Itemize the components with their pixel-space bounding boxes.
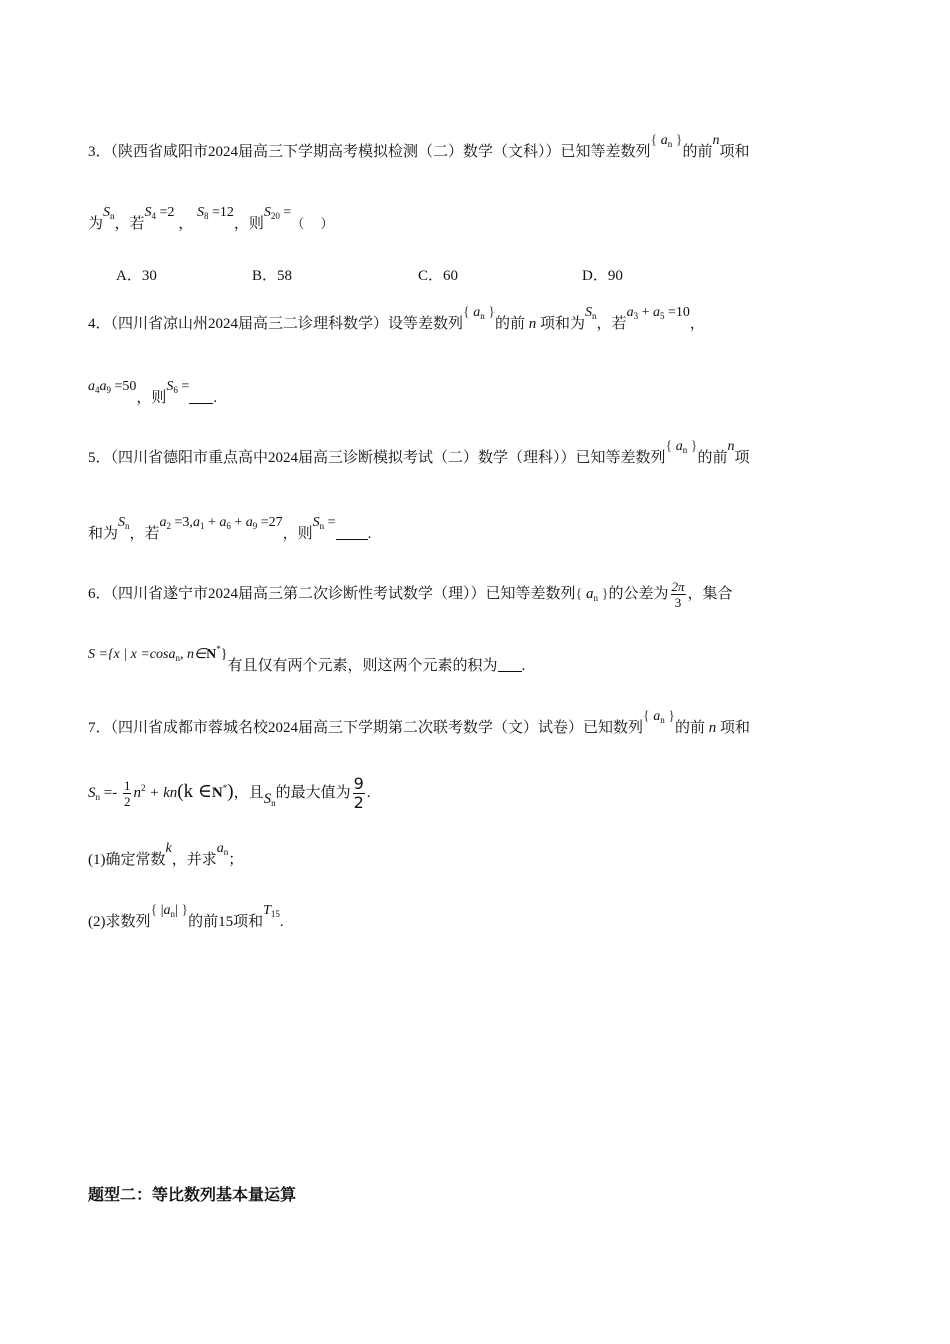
q3-line1: 3．（陕西省咸阳市2024届高三下学期高考模拟检测（二）数学（文科））已知等差数列{ $a_n$ }的前n项和	[88, 133, 750, 160]
seq-a-n: { $a_n$ }	[650, 133, 683, 149]
answer-blank	[498, 659, 522, 672]
q5-source: （四川省德阳市重点高中2024届高三诊断模拟考试（二）数学（理科））	[110, 450, 576, 466]
q6-line1: 6．（四川省遂宁市2024届高三第二次诊断性考试数学（理））已知等差数列{ $a_n$ }的公差为 $\frac{2\pi}{3}$ ，集合	[88, 579, 733, 610]
q3-eq3: $S_{20}$ =	[263, 205, 292, 221]
q6-fraction: $\frac{2\pi}{3}$	[671, 579, 685, 610]
q4-eq3: $S_6$ =	[166, 379, 190, 395]
q7-line1: 7．（四川省成都市蓉城名校2024届高三下学期第二次联考数学（文）试卷）已知数列{ $a_n$ }的前 n 项和	[88, 709, 751, 736]
q4-eq1: $a_3 + a_5 =10$	[626, 305, 690, 321]
q3-option-c: C．60	[418, 268, 459, 284]
q3-option-d: D．90	[582, 268, 623, 284]
q4-line1: 4．（四川省凉山州2024届高三二诊理科数学）设等差数列{ $a_n$ }的前 n 项和为$S_n$，若$a_3 + a_5 =10$，	[88, 305, 705, 332]
q7-source: （四川省成都市蓉城名校2024届高三下学期第二次联考数学（文）试卷）	[110, 720, 584, 736]
q4-eq2: $a_4a_9 =50$	[88, 379, 137, 395]
q7-max-fraction: $\frac{9}{2}$	[353, 774, 364, 812]
q7-line2: $S_n$ =- $\frac{1}{2}$ $n^2 + kn(k$ ∈N*)，且$S_n$的最大值为 $\frac{9}{2}$ .	[88, 774, 371, 812]
q7-formula: $S_n$ =- $\frac{1}{2}$ $n^2 + kn(k$ ∈N*)	[88, 778, 234, 809]
q7-part2: (2)求数列{ $|a_n|$ }的前15项和$T_{15}$.	[88, 903, 284, 930]
answer-blank	[336, 527, 368, 540]
q4-source: （四川省凉山州2024届高三二诊理科数学）	[110, 316, 389, 332]
q5-eq1: $a_2 =3,a_1 + a_6 + a_9 =27$	[159, 515, 283, 531]
q4-line2: $a_4a_9 =50$，则$S_6$ =.	[88, 379, 218, 406]
q7-number: 7．	[88, 720, 111, 736]
q5-line1: 5．（四川省德阳市重点高中2024届高三诊断模拟考试（二）数学（理科））已知等差数列{ $a_n$ }的前n项	[88, 439, 750, 466]
q3-option-b: B．58	[252, 268, 293, 284]
q6-number: 6．	[88, 585, 111, 602]
answer-blank	[189, 391, 213, 404]
q6-set: S ={x | x =cosa$_n$, n∈N*}	[88, 644, 228, 663]
q3-number: 3．	[88, 144, 111, 160]
q3-source: （陕西省咸阳市2024届高三下学期高考模拟检测（二）数学（文科））	[110, 144, 561, 160]
q3-line2: 为$S_n$，若$S_4 =2$ ， $S_8 =12$，则$S_{20}$ =（ ）	[88, 205, 334, 232]
q5-line2: 和为$S_n$，若$a_2 =3,a_1 + a_6 + a_9 =27$，则$S_n$ =.	[88, 515, 372, 542]
q3-option-a: A．30	[116, 268, 157, 284]
q3-eq1: $S_4 =2$	[144, 205, 175, 221]
section-heading: 题型二：等比数列基本量运算	[88, 1185, 297, 1204]
q6-source: （四川省遂宁市2024届高三第二次诊断性考试数学（理））	[110, 585, 486, 602]
q6-line2: S ={x | x =cosa$_n$, n∈N*}有且仅有两个元素，则这两个元素的积为 .	[88, 644, 526, 674]
q7-part1: (1)确定常数k，并求$a_n$；	[88, 841, 244, 868]
q5-number: 5．	[88, 450, 111, 466]
q3-eq2: $S_8 =12$	[196, 205, 234, 221]
q5-eq3: $S_n$ =	[312, 515, 336, 531]
q4-number: 4．	[88, 316, 111, 332]
